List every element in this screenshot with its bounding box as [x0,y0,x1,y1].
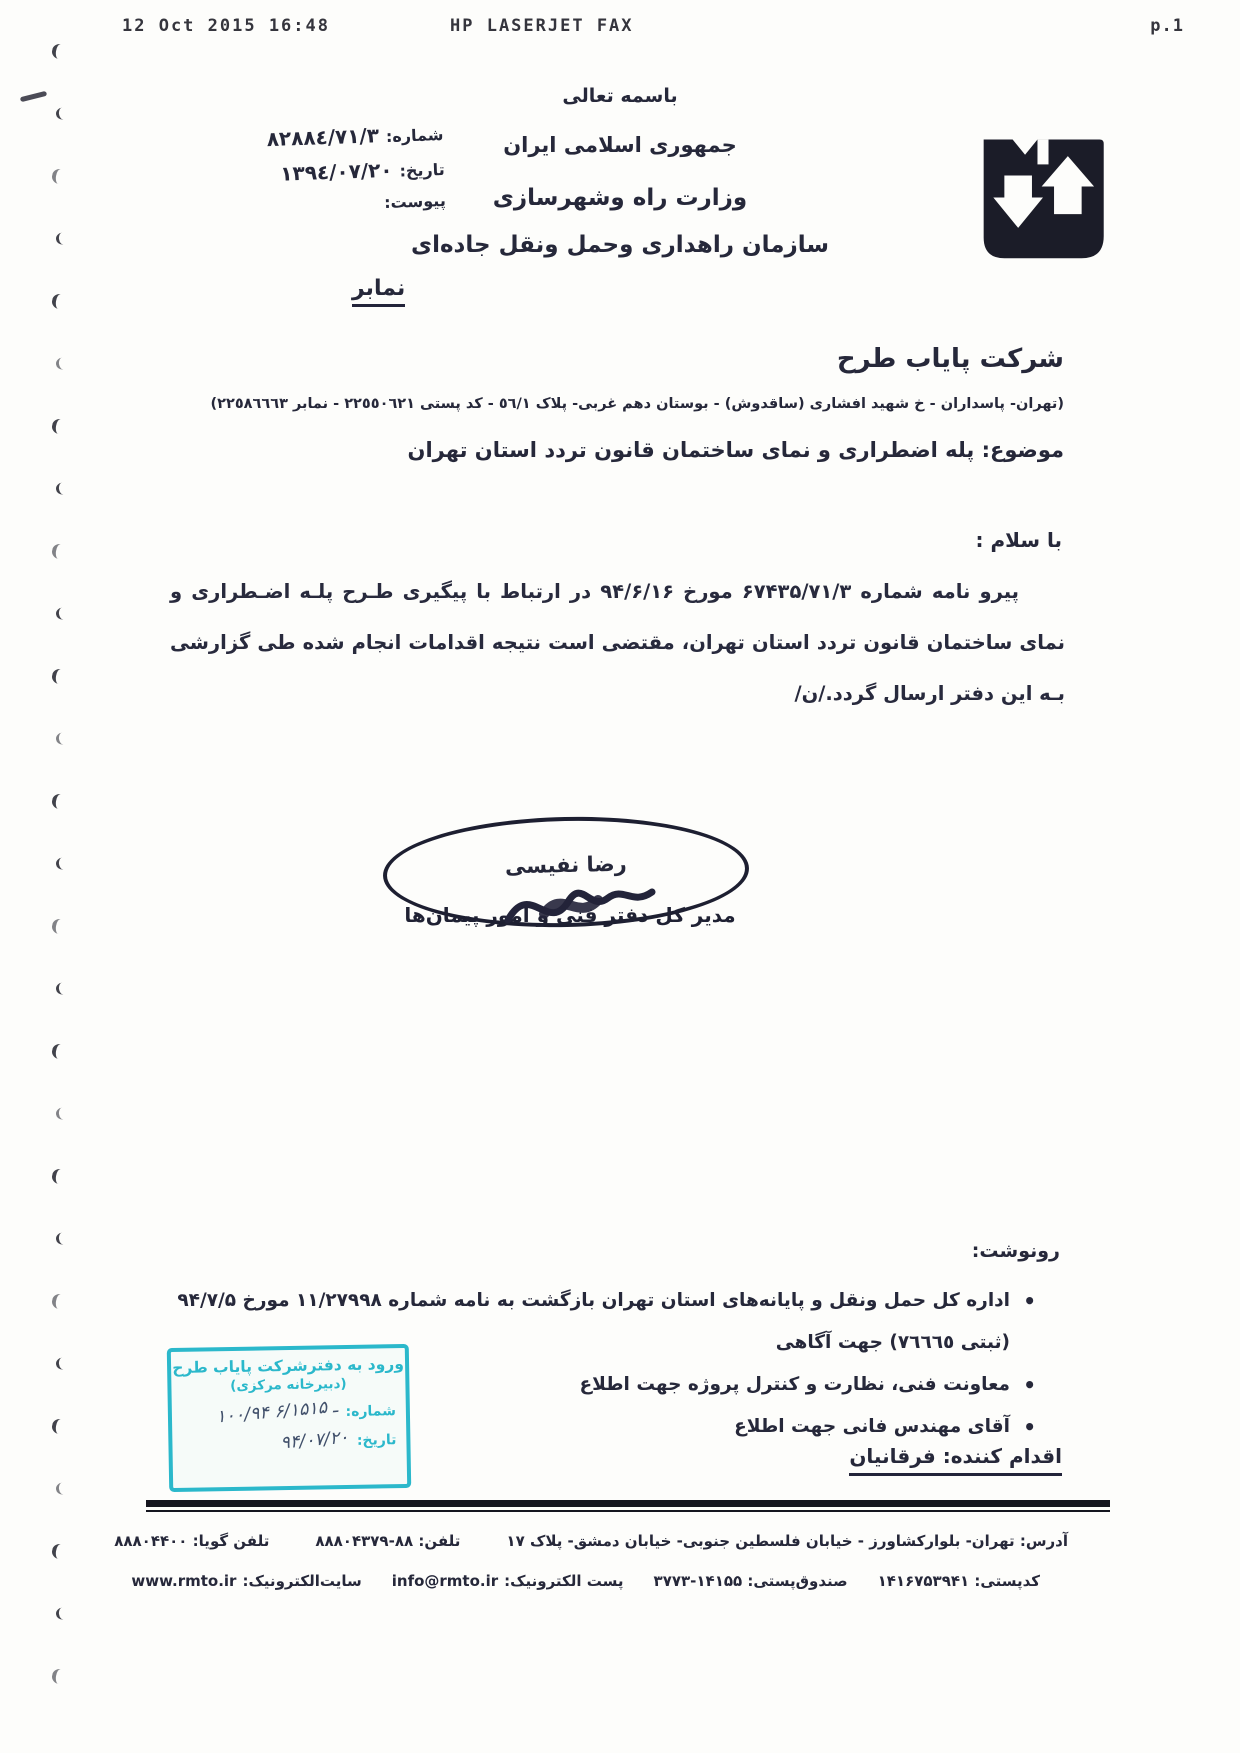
stamp-date-handwritten: ۹۴/۰۷/۲۰ [279,1427,350,1454]
ref-attachment-row [269,191,446,216]
rmto-logo-emblem-icon [974,116,1112,268]
stamp-title: ورود به دفترشرکت پایاب طرح [172,1354,405,1378]
stamp-number-row [172,1396,406,1428]
footer-website-value: www.rmto.ir [131,1572,237,1590]
fax-device-name: HP LASERJET FAX [450,16,634,36]
ref-number-row [267,121,445,151]
footer-address: آدرس: تهران- بلوارکشاورز - خیابان فلسطین جنوبی- خیابان دمشق- پلاک ۱۷ [506,1532,1068,1550]
footer-phone: تلفن: ۸۸-۸۸۸۰۴۳۷۹ [315,1532,461,1550]
footer-voice-phone: تلفن گویا: ۸۸۸۰۴۴۰۰ [114,1532,270,1550]
copy-item-text: • آقای مهندس فانی جهت اطلاع [734,1416,1010,1437]
copy-item-text: • اداره کل حمل ونقل و پایانه‌های استان تهران بازگشت به نامه شماره ۱۱/۲۷۹۹۸ مورخ ۹۴/۷/۵ [177,1290,1010,1311]
salutation-line: با سلام : [975,528,1062,552]
footer-postal-code: کدپستی: ۱۴۱۶۷۵۳۹۴۱ [877,1572,1040,1590]
fax-timestamp: 12 Oct 2015 16:48 [122,16,330,36]
stamp-subtitle: (دبیرخانه مرکزی) [230,1375,347,1395]
footer-divider [146,1500,1110,1507]
fax-page-number: p.1 [1150,16,1184,36]
footer-email-label: پست الکترونیک: [504,1572,624,1590]
footer-po-box: صندوق‌پستی: ۱۴۱۵۵-۳۷۷۳ [653,1572,848,1590]
footer-website [131,1572,361,1590]
fax-transmission-header [122,16,1184,36]
organization-line: سازمان راهداری وحمل ونقل جاده‌ای [411,232,829,258]
signatory-title: مدیر کل دفتر فنی و امور پیمان‌ها [404,903,736,927]
letter-body-paragraph: پیرو نامه شماره ۶۷۴۳۵/۷۱/۳ مورخ ۹۴/۶/۱۶ در ارتباط با پیگیری طـرح پلـه اضـطراری و نمای ساختمان قانون تردد استان تهران، مقتضی است نتیجه اقدامات انجام شده طی گزارشی بـه این دفتر ارسال گردد./ن/ [170,580,1065,705]
delivery-method-label: نمابر [352,276,405,307]
footer-email-value: info@rmto.ir [391,1572,499,1590]
subject-line: موضوع: پله اضطراری و نمای ساختمان قانون تردد استان تهران [407,438,1064,462]
ministry-line: وزارت راه وشهرسازی [492,185,748,211]
recipient-company-name: شرکت پایاب طرح [836,344,1064,374]
country-line: جمهوری اسلامی ایران [503,133,737,157]
copy-item-text-continued: (ثبتی ٧٦٦٦٥) جهت آگاهی [775,1332,1010,1353]
stamp-number-handwritten: ۱۰۰/۹۴ ـ ۶/۱۵۱۵ [214,1396,339,1428]
stamp-number-label: شماره: [345,1403,397,1421]
footer-contact-line-2 [131,1572,1040,1590]
handwritten-signature-scribble [500,868,680,952]
bismillah-line: باسمه تعالی [562,85,678,107]
stamp-date-label: تاریخ: [356,1432,397,1449]
copies-section-label: رونوشت: [971,1240,1060,1262]
entry-stamp [167,1344,411,1492]
stamp-date-row [172,1429,406,1453]
date-value: ١٣٩٤/٠٧/٢٠ [280,157,394,186]
reference-fields [267,121,447,227]
action-by-line: اقدام کننده: فرقانیان [849,1444,1062,1476]
number-value: ٨٢٨٨٤/٧١/٣ [266,123,380,152]
binding-holes [52,44,78,1733]
ref-date-row [268,156,446,186]
date-label: تاریخ: [399,159,446,181]
recipient-address-line: (تهران- پاسداران - خ شهید افشاری (ساقدوش) - بوستان دهم غربی- پلاک ٥٦/١ - کد پستی ٢٢٥٥٠٦٢١ - نمابر ٢٢٥٨٦٦٦٣) [210,396,1064,412]
footer-email [392,1572,624,1590]
copy-item-text: • معاونت فنی، نظارت و کنترل پروژه جهت اطلاع [579,1374,1010,1395]
signatory-name: رضا نفیسی [504,851,627,879]
number-label: شماره: [385,124,445,146]
footer-website-label: سایت‌الکترونیک: [242,1572,362,1590]
footer-contact-line-1 [114,1532,1068,1550]
attachment-label: پیوست: [384,190,447,213]
